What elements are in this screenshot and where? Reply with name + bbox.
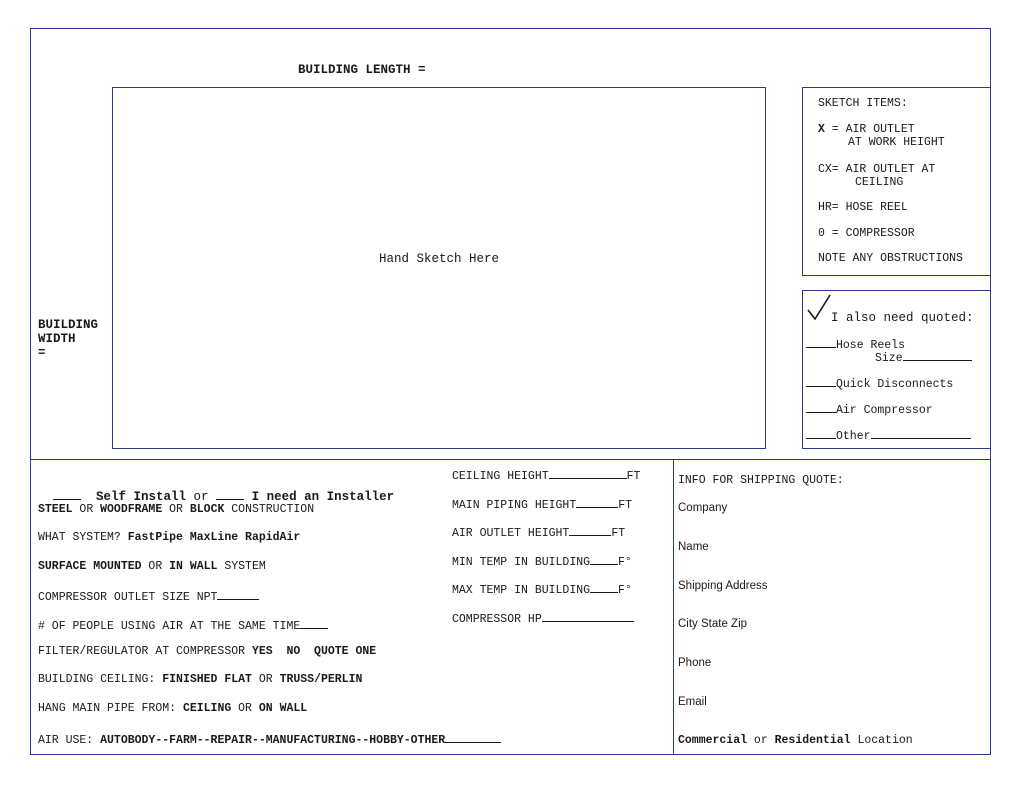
filter-options[interactable]: YES NO QUOTE ONE: [251, 645, 377, 658]
commercial-option[interactable]: Commercial: [678, 734, 748, 747]
legend-x-key: X: [818, 123, 825, 136]
legend-x-desc-2: AT WORK HEIGHT: [848, 136, 945, 149]
quote-title: I also need quoted:: [831, 311, 974, 325]
legend-note: NOTE ANY OBSTRUCTIONS: [818, 252, 963, 265]
legend-x-desc: = AIR OUTLET: [824, 123, 915, 136]
outlet-size-field[interactable]: [38, 588, 259, 605]
legend-x: [818, 123, 915, 137]
self-install-option[interactable]: Self Install: [96, 490, 187, 504]
construction-choice: [38, 503, 314, 517]
system-choice: [38, 531, 300, 545]
mount-choice: [38, 560, 266, 574]
min-temp-field[interactable]: [452, 553, 632, 570]
what-system-label: WHAT SYSTEM?: [38, 531, 128, 544]
hang-ceiling-option[interactable]: CEILING: [182, 702, 232, 715]
shipping-phone[interactable]: Phone: [678, 657, 712, 669]
location-type: [678, 734, 913, 748]
air-compressor-label: Air Compressor: [836, 404, 933, 417]
or-text: OR: [141, 560, 170, 573]
compressor-hp-label: COMPRESSOR HP: [452, 613, 542, 626]
quote-air-compressor[interactable]: [806, 401, 933, 418]
ceiling-height-label: CEILING HEIGHT: [452, 470, 549, 483]
building-width-label-1: BUILDING: [38, 318, 99, 332]
woodframe-option[interactable]: WOODFRAME: [100, 503, 163, 516]
shipping-address[interactable]: Shipping Address: [678, 580, 768, 592]
building-length-label: BUILDING LENGTH =: [298, 63, 426, 77]
legend-cx: CX= AIR OUTLET AT: [818, 163, 936, 176]
quote-size[interactable]: [875, 349, 972, 366]
residential-option[interactable]: Residential: [774, 734, 851, 747]
shipping-city[interactable]: City State Zip: [678, 618, 748, 630]
quick-disconnects-label: Quick Disconnects: [836, 378, 954, 391]
legend-cx-2: CEILING: [855, 176, 904, 189]
people-label: # OF PEOPLE USING AIR AT THE SAME TIME: [38, 620, 301, 633]
ft-unit: FT: [611, 527, 626, 540]
filter-label: FILTER/REGULATOR AT COMPRESSOR: [38, 645, 252, 658]
shipping-company[interactable]: Company: [678, 502, 728, 514]
system-options[interactable]: FastPipe MaxLine RapidAir: [127, 531, 301, 544]
max-temp-label: MAX TEMP IN BUILDING: [452, 584, 591, 597]
legend-title: SKETCH ITEMS:: [818, 97, 908, 110]
system-label: SYSTEM: [217, 560, 266, 573]
construction-label: CONSTRUCTION: [224, 503, 315, 516]
surface-mounted-option[interactable]: SURFACE MOUNTED: [38, 560, 142, 573]
air-outlet-label: AIR OUTLET HEIGHT: [452, 527, 570, 540]
min-temp-label: MIN TEMP IN BUILDING: [452, 556, 591, 569]
hang-label: HANG MAIN PIPE FROM:: [38, 702, 183, 715]
steel-option[interactable]: STEEL: [38, 503, 73, 516]
or-text: or: [747, 734, 775, 747]
size-label: Size: [875, 352, 903, 365]
or-text: OR: [251, 673, 280, 686]
shipping-name[interactable]: Name: [678, 541, 709, 553]
other-label: Other: [836, 430, 871, 443]
block-option[interactable]: BLOCK: [189, 503, 225, 516]
or-text: OR: [162, 503, 190, 516]
hang-choice: [38, 702, 307, 716]
quote-other[interactable]: [806, 427, 971, 444]
legend-hr: HR= HOSE REEL: [818, 201, 908, 214]
compressor-hp-field[interactable]: [452, 610, 634, 627]
max-temp-field[interactable]: [452, 581, 632, 598]
ft-unit: FT: [618, 499, 633, 512]
shipping-email[interactable]: Email: [678, 696, 707, 708]
degree-unit: F°: [618, 556, 632, 569]
air-use-choice: [38, 731, 501, 748]
or-text: OR: [231, 702, 259, 715]
filter-choice: [38, 645, 376, 659]
ceiling-label: BUILDING CEILING:: [38, 673, 163, 686]
shipping-divider: [673, 459, 674, 755]
quote-quick-disconnects[interactable]: [806, 375, 953, 392]
or-text: OR: [72, 503, 101, 516]
main-piping-height-field[interactable]: [452, 496, 632, 513]
on-wall-option[interactable]: ON WALL: [258, 702, 308, 715]
ceiling-height-field[interactable]: [452, 467, 640, 484]
ft-unit: FT: [626, 470, 641, 483]
form-divider: [30, 459, 991, 460]
building-width-label-2: WIDTH: [38, 332, 76, 346]
need-installer-option[interactable]: I need an Installer: [251, 490, 395, 504]
truss-option[interactable]: TRUSS/PERLIN: [279, 673, 363, 686]
shipping-title: INFO FOR SHIPPING QUOTE:: [678, 474, 844, 487]
air-use-options[interactable]: AUTOBODY--FARM--REPAIR--MANUFACTURING--HOBBY-OTHER: [100, 734, 446, 747]
hose-reels-label: Hose Reels: [836, 339, 906, 352]
ceiling-choice: [38, 673, 362, 687]
building-width-eq: =: [38, 346, 46, 360]
sketch-area[interactable]: [112, 87, 766, 449]
degree-unit: F°: [618, 584, 632, 597]
or-text: or: [186, 490, 217, 504]
people-field[interactable]: [38, 617, 328, 634]
location-label: Location: [850, 734, 913, 747]
in-wall-option[interactable]: IN WALL: [169, 560, 218, 573]
checkmark-icon: [806, 293, 832, 321]
finished-flat-option[interactable]: FINISHED FLAT: [162, 673, 252, 686]
air-use-label: AIR USE:: [38, 734, 101, 747]
outlet-size-label: COMPRESSOR OUTLET SIZE NPT: [38, 591, 218, 604]
air-outlet-height-field[interactable]: [452, 524, 625, 541]
legend-compressor: 0 = COMPRESSOR: [818, 227, 915, 240]
main-piping-label: MAIN PIPING HEIGHT: [452, 499, 577, 512]
install-choice[interactable]: [38, 474, 394, 504]
sketch-placeholder: Hand Sketch Here: [379, 252, 500, 266]
